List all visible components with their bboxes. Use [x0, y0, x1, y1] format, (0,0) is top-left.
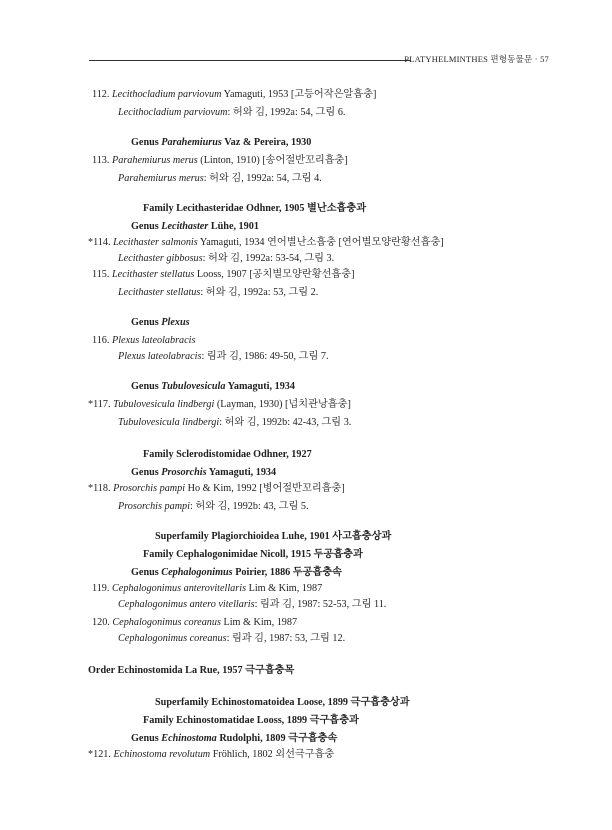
text-run: Fröhlich, 1802 외선극구흡충	[210, 749, 335, 760]
genus-plexus	[131, 316, 190, 329]
taxon-name: Cephalogonimus anterovitellaris	[112, 583, 247, 594]
family-sclerodistomidae	[143, 448, 312, 461]
text-run: Yamaguti, 1953 [고등어작은알흡충]	[221, 89, 377, 100]
entry-114-line-1	[88, 236, 444, 249]
text-run: Superfamily Echinostomatoidea Loose, 1899 극구흡충상과	[155, 697, 410, 708]
text-run: Yamaguti, 1934	[225, 381, 295, 392]
taxon-name: Lecithaster stellatus	[112, 269, 195, 280]
taxon-name: Lecithocladium parviovum	[118, 107, 228, 118]
genus-parahemiurus	[131, 136, 311, 149]
text-run: Lim & Kim, 1987	[246, 583, 323, 594]
genus-lecithaster	[131, 220, 259, 233]
text-run: : 림과 김, 1987: 53, 그림 12.	[226, 633, 346, 644]
entry-115-line-2	[118, 286, 318, 299]
text-run: Rudolphi, 1809 극구흡충속	[216, 733, 338, 744]
entry-117-line-2	[118, 416, 351, 429]
entry-114-line-2	[118, 252, 334, 265]
taxon-name: Parahemiurus merus	[118, 173, 204, 184]
text-run: : 림과 김, 1987: 52-53, 그림 11.	[254, 599, 387, 610]
genus-echinostoma	[131, 732, 337, 745]
text-run: Poirier, 1886 두공흡충속	[232, 567, 343, 578]
text-run: : 허와 김, 1992a: 54, 그림 6.	[227, 107, 346, 118]
genus-cephalogonimus	[131, 566, 342, 579]
text-run: (Linton, 1910) [송어절반꼬리흡충]	[197, 155, 348, 166]
text-run: Superfamily Plagiorchioidea Luhe, 1901 사고흡충상과	[155, 531, 392, 542]
taxon-name: Tubulovesicula	[161, 381, 226, 392]
entry-115-line-1	[92, 268, 354, 281]
taxon-name: Plexus	[161, 317, 190, 328]
taxon-name: Echinostoma revolutum	[113, 749, 211, 760]
order-echinostomida	[88, 664, 294, 677]
taxon-name: Lecithaster	[161, 221, 209, 232]
superfamily-plagiorchioidea	[155, 530, 391, 543]
taxon-name: Prosorchis pampi	[118, 501, 190, 512]
taxon-name: Prosorchis	[161, 467, 207, 478]
text-run: Lühe, 1901	[208, 221, 259, 232]
text-run: : 림과 김, 1986: 49-50, 그림 7.	[201, 351, 329, 362]
text-run: : 허와 김, 1992a: 53, 그림 2.	[200, 287, 319, 298]
text-run: 113.	[92, 155, 112, 166]
text-run: *117.	[88, 399, 114, 410]
taxon-name: Plexus lateolabracis	[112, 335, 196, 346]
text-run: *114.	[88, 237, 114, 248]
genus-tubulovesicula	[131, 380, 295, 393]
entry-121-line-1	[88, 748, 334, 761]
taxon-name: Cephalogonimus coreanus	[112, 617, 221, 628]
text-run: Yamaguti, 1934 연어별난소흡충 [연어별모양란황선흡충]	[197, 237, 444, 248]
taxon-name: Cephalogonimus	[161, 567, 233, 578]
text-run: : 허와 김, 1992b: 42-43, 그림 3.	[219, 417, 352, 428]
family-lecithasteridae	[143, 202, 366, 215]
text-run: *118.	[88, 483, 114, 494]
text-run: : 허와 김, 1992a: 54, 그림 4.	[203, 173, 322, 184]
entry-119-line-1	[92, 582, 322, 595]
entry-117-line-1	[88, 398, 351, 411]
text-run: Vaz & Pereira, 1930	[221, 137, 312, 148]
superfamily-echinostomatoidea	[155, 696, 410, 709]
taxon-name: Lecithaster stellatus	[118, 287, 201, 298]
entry-112-line-1	[92, 88, 376, 101]
text-run: Genus	[131, 733, 162, 744]
taxon-name: Parahemiurus	[161, 137, 222, 148]
text-run: Yamaguti, 1934	[206, 467, 277, 478]
text-run: Family Cephalogonimidae Nicoll, 1915 두공흡충과	[143, 549, 363, 560]
genus-prosorchis	[131, 466, 276, 479]
text-run: : 허와 김, 1992a: 53-54, 그림 3.	[202, 253, 335, 264]
family-echinostomatidae	[143, 714, 359, 727]
text-run: Looss, 1907 [공치별모양란황선흡충]	[194, 269, 355, 280]
running-title: PLATYHELMINTHES 편형동물문 · 57	[404, 54, 549, 64]
text-run: 116.	[92, 335, 112, 346]
text-run: 120.	[92, 617, 113, 628]
entry-113-line-2	[118, 172, 322, 185]
entry-120-line-1	[92, 616, 297, 629]
text-run: *121.	[88, 749, 114, 760]
entry-118-line-2	[118, 500, 309, 513]
entry-113-line-1	[92, 154, 348, 167]
text-run: Genus	[131, 137, 162, 148]
text-run: Family Echinostomatidae Looss, 1899 극구흡충과	[143, 715, 359, 726]
taxon-name: Echinostoma	[161, 733, 217, 744]
taxon-name: Parahemiurus merus	[112, 155, 198, 166]
entry-120-line-2	[118, 632, 345, 645]
entry-119-line-2	[118, 598, 386, 611]
text-run: (Layman, 1930) [넙치관낭흡충]	[214, 399, 351, 410]
entry-116-line-1	[92, 334, 195, 347]
text-run: Order Echinostomida La Rue, 1957 극구흡충목	[88, 665, 295, 676]
entry-112-line-2	[118, 106, 345, 119]
text-run: Family Lecithasteridae Odhner, 1905 별난소흡충과	[143, 203, 367, 214]
taxon-name: Cephalogonimus coreanus	[118, 633, 227, 644]
taxon-name: Cephalogonimus antero vitellaris	[118, 599, 255, 610]
entry-116-line-2	[118, 350, 329, 363]
taxon-name: Tubulovesicula lindbergi	[113, 399, 215, 410]
text-run: Lim & Kim, 1987	[220, 617, 298, 628]
text-run: Genus	[131, 567, 162, 578]
taxon-name: Lecithocladium parviovum	[112, 89, 222, 100]
page-header	[89, 53, 549, 67]
text-run: Genus	[131, 381, 162, 392]
taxon-name: Lecithaster gibbosus	[118, 253, 203, 264]
taxon-name: Lecithaster salmonis	[113, 237, 198, 248]
header-rule	[89, 60, 411, 61]
text-run: 119.	[92, 583, 112, 594]
text-run: 112.	[92, 89, 112, 100]
taxon-name: Tubulovesicula lindbergi	[118, 417, 220, 428]
text-run: Ho & Kim, 1992 [병어절반꼬리흡충]	[185, 483, 345, 494]
family-cephalogonimidae	[143, 548, 363, 561]
text-run: Family Sclerodistomidae Odhner, 1927	[143, 449, 312, 460]
text-run: 115.	[92, 269, 112, 280]
entry-118-line-1	[88, 482, 345, 495]
text-run: Genus	[131, 467, 162, 478]
taxon-name: Prosorchis pampi	[113, 483, 186, 494]
taxon-name: Plexus lateolabracis	[118, 351, 202, 362]
text-run: : 허와 김, 1992b: 43, 그림 5.	[189, 501, 309, 512]
text-run: Genus	[131, 221, 162, 232]
text-run: Genus	[131, 317, 162, 328]
